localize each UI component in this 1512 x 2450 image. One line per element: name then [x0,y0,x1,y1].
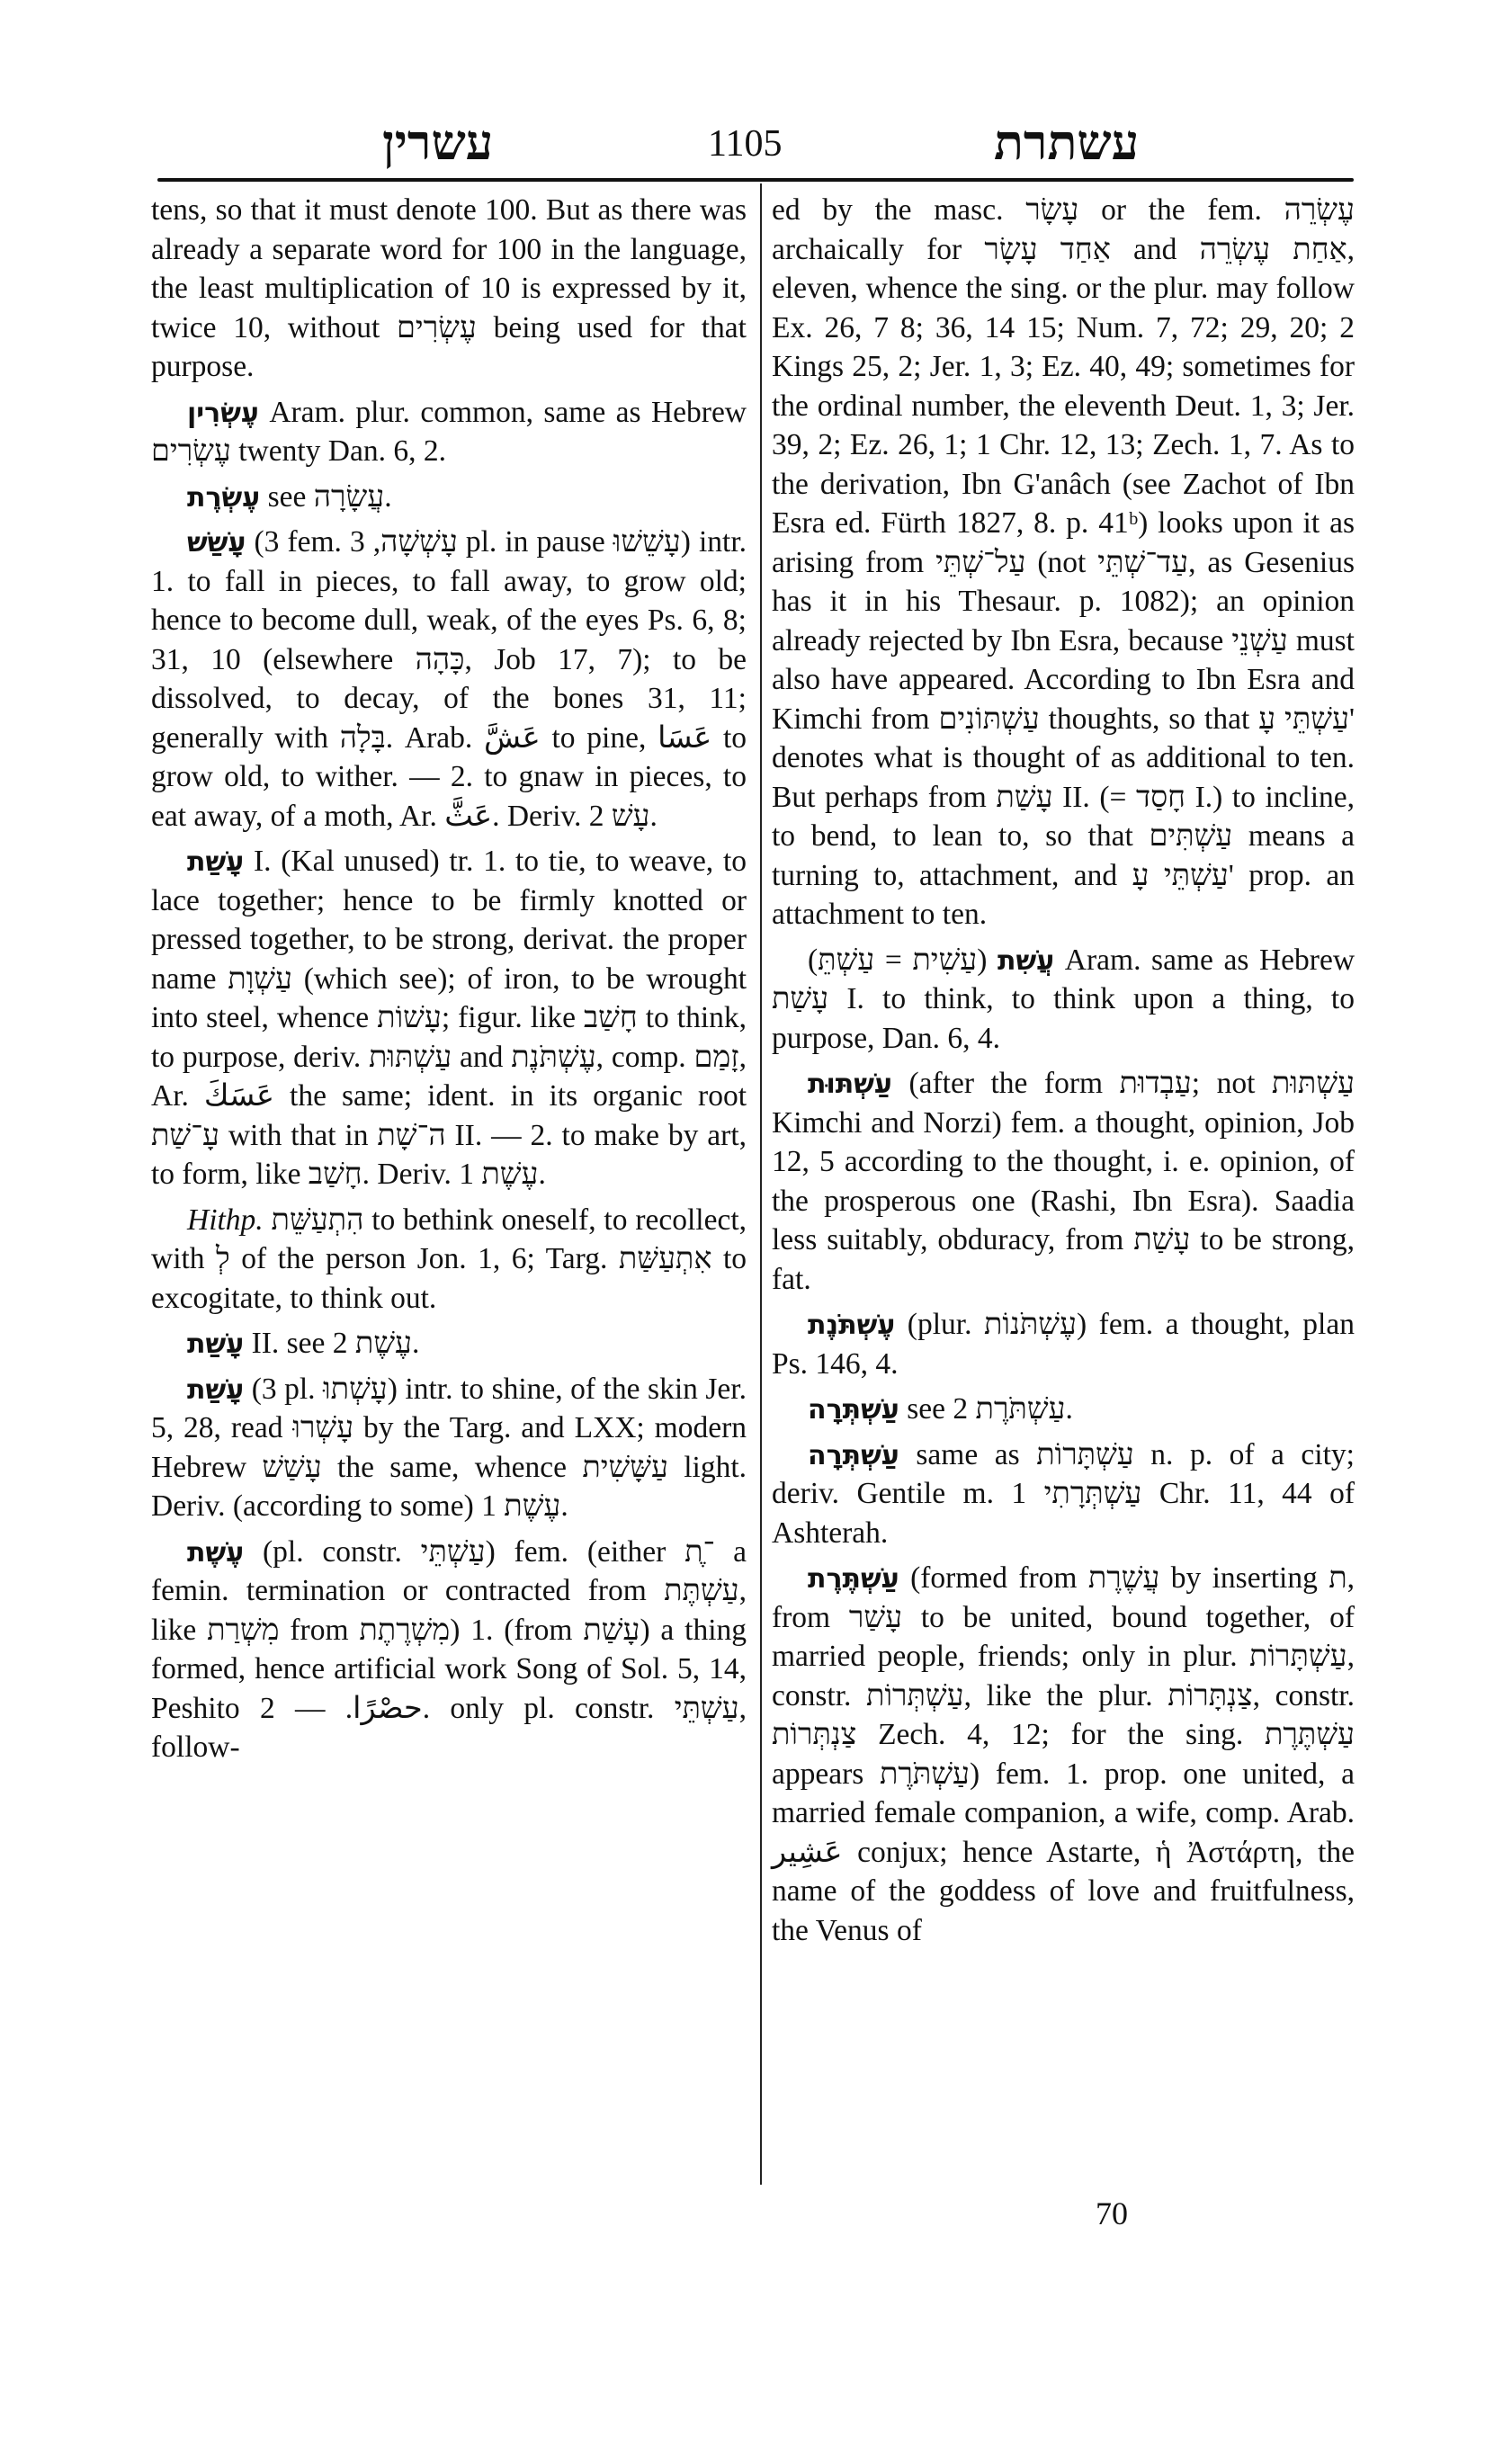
running-head-left-word: עשרין [382,116,494,170]
headword: עֶשְׂרִין [187,397,259,429]
headword: עָשַׁשׁ [187,527,246,559]
page-number: 1105 [708,123,783,165]
entry [772,1390,1355,1429]
entry-text: II. see עֶשֶׁת 2. [251,1327,420,1360]
headword: עָשַׁת [187,846,245,878]
headword: עַשְׁתֶּרֶת [808,1563,899,1595]
headword: עֶשְׁתֹּנֶת [808,1310,896,1341]
column-divider [760,183,762,2185]
headword: עָשַׁת [187,1328,245,1360]
entry-text: see עַשְׁתֹּרֶת 2. [907,1392,1073,1426]
entry-text: I. (Kal unused) tr. 1. to tie, to weave, to lace together; hence to be firmly knotted or pressed together, to be strong, derivat. the proper name עַשְׁוָת (which see); of iron, to be wrought into steel, whence עָשׁוֹת; figur. like חָשַׁב to think, to purpose, deriv. עַשְׁתּוּת and עֶשְׁתֹּנֶת, comp. זָמַם, Ar. عَسَكَ the same; ident. in its organic root עָ־שַׁת with that in ה־שָׁת II. — 2. to make by art, to form, like חָשַׁב. Deriv. עֶשֶׁת 1. [151,845,747,1191]
entry [151,842,747,1194]
headword: עַשְׁתּוּת [808,1069,892,1100]
entry-text: (pl. constr. עַשְׁתֵּי) fem. (either ־ֶת a femin. termination or contracted from עַשְׁתֶּת, like מִשְׁרַת from מִשְׁרֶתֶת) 1. (from עָשַׁת) a thing formed, hence artificial work Song of Sol. 5, 14, Peshito حصْرًا. — 2. only pl. constr. עַשְׁתֵּי, follow- [151,1534,747,1764]
entry-text: (formed from עֲשֶׁרֶת by inserting ת, from עָשַׁר to be united, bound together, of married people, friends; only in plur. עַשְׁתָּרוֹת, constr. עַשְׁתְּרוֹת, like the plur. צַנְתָּרוֹת, constr. צַנְתְּרוֹת Zech. 4, 12; for the sing. עַשְׁתֶּרֶת appears עַשְׁתֹּרֶת) fem. 1. prop. one united, a married female companion, a wife, comp. Arab. عَشِير conjux; hence Astarte, ἡ Ἀστάρτη, the name of the goddess of love and fruitfulness, the Venus of [772,1561,1355,1947]
entry [772,1064,1355,1299]
entry-text: (3 fem. עָשְׁשָׁה, 3 pl. in pause עָשֵׁשׁוּ) intr. 1. to fall in pieces, to fall away, to grow old; hence to become dull, weak, of the eyes Ps. 6, 8; 31, 10 (elsewhere כָּהָה, Job 17, 7); to be dissolved, to decay, of the bones 31, 11; generally with בָּלָה. Arab. عَشَّ to pine, عَسَا to grow old, to wither. — 2. to gnaw in pieces, to eat away, of a moth, Ar. عَثَّ. Deriv. עָשׁ 2. [151,525,747,833]
header-rule [157,178,1354,182]
entry-continuation [151,191,747,387]
headword: עַשְׁתְּרָה [808,1439,899,1471]
entry [151,393,747,471]
entry-text: see עֲשָׂרָה. [267,479,392,514]
entry [151,478,747,517]
entry-text: (after the form עַבְדוּת; not עַשְׁתּוּת Kimchi and Norzi) fem. a thought, opinion, Job 12, 5 according to the thought, i. e. opinion, of the prosperous one (Rashi, Ibn Esra). Saadia less suitably, obduracy, from עָשַׁת to be strong, fat. [772,1067,1355,1296]
entry-continuation [772,191,1355,934]
stem-label: Hithp. [187,1203,264,1237]
entry-text: Aram. plur. common, same as Hebrew עֶשְׂרִים twenty Dan. 6, 2. [151,395,747,468]
entry-text: ed by the masc. עָשָׂר or the fem. עֶשְׂרֵה archaically for אַחַד עָשָׂר and אַחַת עֶשְׂרֵה, eleven, whence the sing. or the plur. may follow Ex. 26, 7 8; 36, 14 15; Num. 7, 72; 29, 20; 2 Kings 25, 2; Jer. 1, 3; Ez. 40, 49; sometimes for the ordinal number, the eleventh Deut. 1, 3; Jer. 39, 2; Ez. 26, 1; 1 Chr. 12, 13; Zech. 1, 7. As to the derivation, Ibn G'anâch (see Zachot of Ibn Esra ed. Fürth 1827, 8. p. 41ᵇ) looks upon it as arising from עַל־שְׁתֵּי (not עַד־שְׁתֵּי, as Gesenius has it in his Thesaur. p. 1082); an opinion already rejected by Ibn Esra, because עַשְׁנֵי must also have appeared. According to Ibn Esra and Kimchi from עַשְׁתּוֹנִים thoughts, so that עַשְׁתֵּי עָ' denotes what is thought of as additional to ten. But perhaps from עָשַׁת II. (= חָסַד I.) to incline, to bend, to lean to, so that עַשְׁתִּים means a turning to, attachment, and עַשְׁתֵּי עָ' prop. an attachment to ten. [772,193,1355,931]
left-column [151,191,747,1774]
entry-text: (עַשִׁית = עַשְׁתֵּ) Aram. same as Hebrew עָשַׁת I. to think, to think upon a thing, to purpose, Dan. 6, 4. [772,943,1355,1055]
entry [772,1559,1355,1950]
entry-text: tens, so that it must denote 100. But as there was already a separate word for 100 in the language, the least multiplication of 10 is expressed by it, twice 10, without עֶשְׂרִים being used for that purpose. [151,193,747,383]
headword: עֶשֶׁת [187,1536,245,1569]
headword: עֲשִׁת [998,944,1055,977]
entry-text: same as עַשְׁתָּרוֹת n. p. of a city; deriv. Gentile m. עַשְׁתְּרָתִי 1 Chr. 11, 44 of Ashterah. [772,1437,1355,1550]
sub-entry [151,1201,747,1319]
entry [772,1305,1355,1383]
entry-text: (plur. עֶשְׁתֹּנוֹת) fem. a thought, plan Ps. 146, 4. [772,1308,1355,1381]
entry-text: (3 pl. עָשְׁתוּ) intr. to shine, of the skin Jer. 5, 28, read עָשְׁרוּ by the Targ. and LXX; modern Hebrew עָשַׁשׁ the same, whence עַשָּׁשִׁית light. Deriv. (according to some) עֶשֶׁת 1. [151,1372,747,1523]
headword: עֶשְׂרֶת [187,481,261,514]
entry [151,1533,747,1767]
entry [151,1324,747,1364]
entry-text: הִתְעַשֵּׁת to bethink oneself, to recollect, with לְ of the person Jon. 1, 6; Targ. אִתְעַשַּׁת to excogitate, to think out. [151,1203,747,1315]
running-head-right-word: עשתרת [994,116,1140,170]
headword: עַשְׁתְּרָה [808,1394,899,1426]
signature-mark: 70 [1096,2195,1128,2231]
entry [151,523,747,836]
headword: עָשַׁת [187,1373,245,1406]
right-column [772,191,1355,1956]
entry [151,1370,747,1526]
entry [772,1435,1355,1553]
running-head [157,115,1354,178]
entry [772,941,1355,1059]
